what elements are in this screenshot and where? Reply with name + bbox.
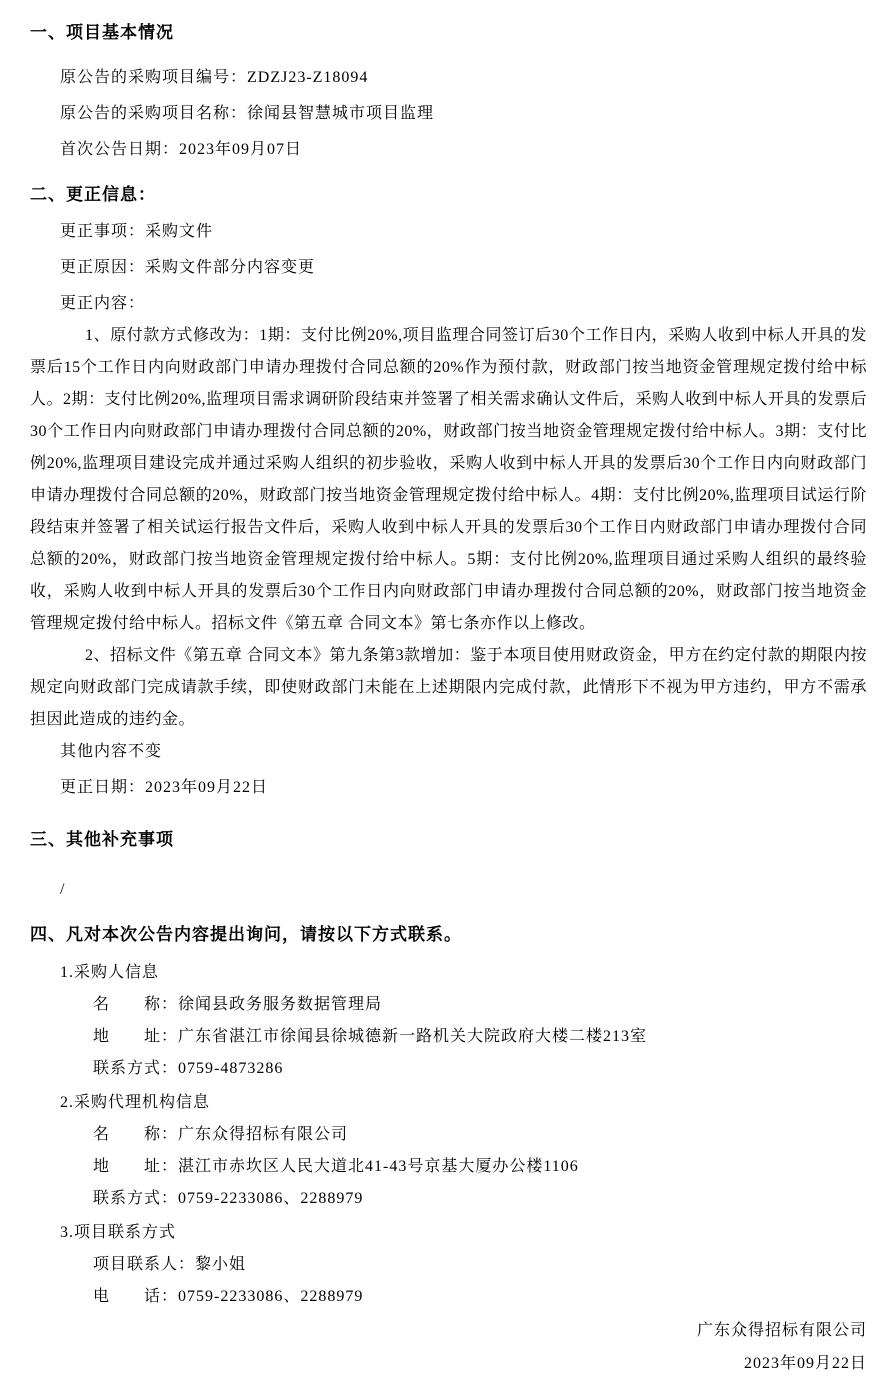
- agency-contact-line: 联系方式：0759-2233086、2288979: [93, 1190, 364, 1207]
- purchaser-address-line: 地 址：广东省湛江市徐闻县徐城德新一路机关大院政府大楼二楼213室: [93, 1028, 648, 1045]
- correction-content-label: 更正内容：: [60, 295, 146, 312]
- payment-method-correction-paragraph: 1、原付款方式修改为：1期：支付比例20%,项目监理合同签订后30个工作日内，采购人收到中标人开具的发票后15个工作日内向财政部门申请办理拨付合同总额的20%作为预付款，财政部门按当地资金管理规定拨付给中标人。2期：支付比例20%,监理项目需求调研阶段结束并签署了相关需求确认文件后，采购人收到中标人开具的发票后30个工作日内向财政部门申请办理拨付合同总额的20%，财政部门按当地资金管理规定拨付给中标人。3期：支付比例20%,监理项目建设完成并通过采购人组织的初步验收，采购人收到中标人开具的发票后30个工作日内向财政部门申请办理拨付合同总额的20%，财政部门按当地资金管理规定拨付给中标人。4期：支付比例20%,监理项目试运行阶段结束并签署了相关试运行报告文件后，采购人收到中标人开具的发票后30个工作日内财政部门申请办理拨付合同总额的20%，财政部门按当地资金管理规定拨付给中标人。5期：支付比例20%,监理项目通过采购人组织的最终验收，采购人收到中标人开具的发票后30个工作日内向财政部门申请办理拨付合同总额的20%，财政部门按当地资金管理规定拨付给中标人。招标文件《第五章 合同文本》第七条亦作以上修改。: [30, 327, 867, 632]
- other-content-unchanged-line: 其他内容不变: [60, 743, 163, 760]
- project-contact-person-line: 项目联系人：黎小姐: [93, 1256, 247, 1273]
- section-2-heading: 二、更正信息：: [30, 185, 156, 204]
- agency-address-line: 地 址：湛江市赤坎区人民大道北41-43号京基大厦办公楼1106: [93, 1158, 579, 1175]
- original-project-name-line: 原公告的采购项目名称：徐闻县智慧城市项目监理: [60, 105, 435, 122]
- first-announcement-date-line: 首次公告日期：2023年09月07日: [60, 141, 303, 158]
- agency-info-title: 2.采购代理机构信息: [60, 1094, 211, 1111]
- signature-company: 广东众得招标有限公司: [696, 1322, 867, 1339]
- correction-reason-line: 更正原因：采购文件部分内容变更: [60, 259, 316, 276]
- section-1-heading: 一、项目基本情况: [30, 23, 174, 42]
- agency-name-line: 名 称：广东众得招标有限公司: [93, 1126, 349, 1143]
- purchaser-info-title: 1.采购人信息: [60, 964, 160, 981]
- original-project-number-line: 原公告的采购项目编号：ZDZJ23-Z18094: [60, 69, 369, 86]
- supplementary-content-line: /: [60, 881, 66, 898]
- project-contact-title: 3.项目联系方式: [60, 1224, 177, 1241]
- purchaser-contact-line: 联系方式：0759-4873286: [93, 1060, 284, 1077]
- project-phone-line: 电 话：0759-2233086、2288979: [93, 1288, 364, 1305]
- correction-item-line: 更正事项：采购文件: [60, 223, 214, 240]
- contract-clause-addition-paragraph: 2、招标文件《第五章 合同文本》第九条第3款增加：鉴于本项目使用财政资金，甲方在约定付款的期限内按规定向财政部门完成请款手续，即使财政部门未能在上述期限内完成付款，此情形下不视为甲方违约，甲方不需承担因此造成的违约金。: [30, 647, 867, 728]
- correction-date-line: 更正日期：2023年09月22日: [60, 779, 269, 796]
- purchaser-name-line: 名 称：徐闻县政务服务数据管理局: [93, 996, 383, 1013]
- section-3-heading: 三、其他补充事项: [30, 830, 174, 849]
- section-4-heading: 四、凡对本次公告内容提出询问，请按以下方式联系。: [30, 925, 462, 944]
- signature-date: 2023年09月22日: [743, 1355, 867, 1372]
